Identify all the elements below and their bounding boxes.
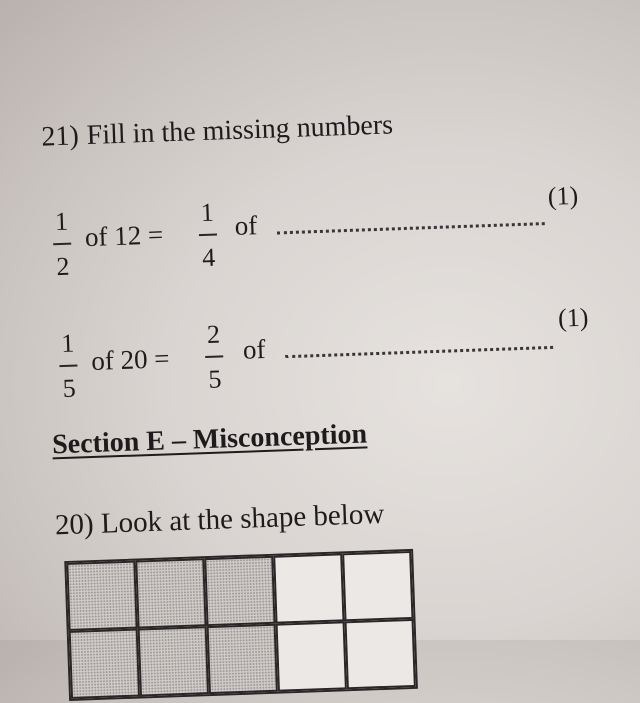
question-21-heading [41,109,394,153]
denominator: 2 [55,251,70,281]
grid-cell-shaded [138,626,209,696]
fraction-one-half [52,206,72,281]
of-text: of [242,333,266,365]
denominator: 4 [201,242,216,272]
denominator: 5 [62,373,77,403]
grid-cell-shaded [204,556,275,626]
fraction-two-fifths [204,321,224,392]
grid-cell-empty [276,621,347,691]
numerator: 1 [200,197,215,228]
grid-cell-shaded [66,561,137,631]
grid-cell-empty [273,553,344,623]
denominator: 5 [207,363,222,394]
question-number: 20) [54,508,95,542]
section-heading: Section E – Misconception [51,418,368,461]
grid-cell-shaded [69,629,140,699]
answer-blank-2[interactable] [285,346,553,358]
question-title: Fill in the missing numbers [86,109,394,152]
of-twenty-text: of 20 = [90,343,170,376]
grid-cell-shaded [207,624,278,694]
marks-label: (1) [557,302,589,333]
fraction-bar [53,243,71,245]
fraction-bar [199,234,217,236]
question-title: Look at the shape below [100,497,385,540]
shape-grid [64,549,418,701]
question-20-heading [54,498,384,542]
fraction-one-quarter [198,197,218,272]
numerator: 1 [60,328,75,359]
question-number: 21) [40,120,80,153]
grid-cell-shaded [135,558,206,628]
of-text: of [234,210,258,241]
grid-cell-empty [342,551,413,621]
fraction-bar [59,364,77,366]
fraction-one-fifth [58,328,78,403]
grid-cell-empty [345,619,416,689]
fraction-bar [205,355,223,357]
answer-blank-1[interactable] [277,222,545,234]
numerator: 2 [206,319,221,349]
of-twelve-text: of 12 = [84,219,164,253]
marks-label: (1) [547,180,579,211]
numerator: 1 [54,206,69,237]
